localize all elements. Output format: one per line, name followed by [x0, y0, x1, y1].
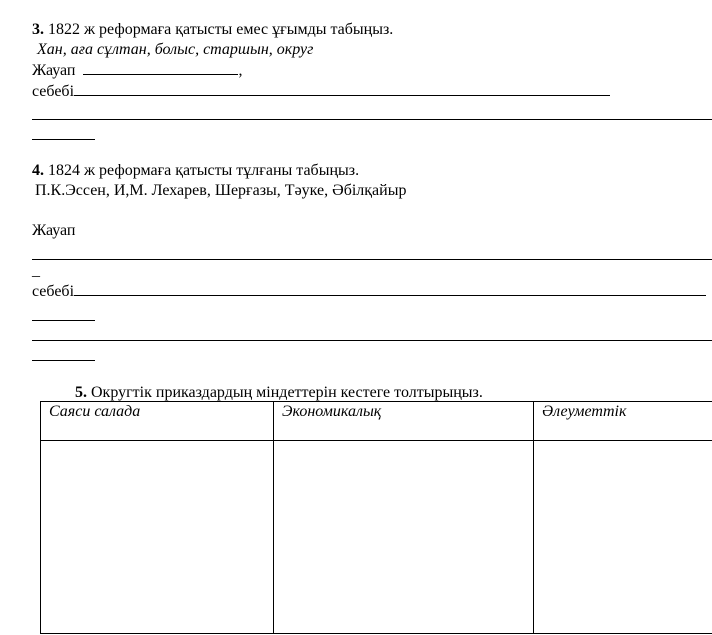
question-3-reason-line-2[interactable]	[32, 119, 712, 120]
question-4-prompt: 1824 ж реформаға қатысты тұлғаны табыңыз.	[48, 162, 360, 179]
question-3-reason-line-3[interactable]	[32, 139, 95, 140]
political-answer-cell[interactable]	[41, 441, 274, 634]
column-header-political: Саяси салада	[41, 402, 274, 441]
question-4-reason-line-3[interactable]	[32, 340, 712, 341]
duties-table	[40, 401, 712, 634]
question-4-reason-row	[32, 283, 706, 301]
duties-table-answer-row	[41, 441, 712, 634]
question-3-reason-label: себебі	[32, 83, 75, 100]
question-4-reason-line-2[interactable]	[32, 320, 95, 321]
question-4-reason-blank[interactable]	[74, 283, 706, 296]
question-5-number: 5.	[75, 384, 87, 401]
question-3-reason-blank[interactable]	[74, 83, 610, 96]
question-3-answer-label: Жауап	[32, 62, 76, 79]
question-3-answer-row	[32, 62, 242, 80]
question-3-title	[32, 21, 393, 39]
question-5-title	[75, 384, 483, 402]
question-4-number: 4.	[32, 162, 44, 179]
question-3-answer-blank[interactable]	[83, 62, 238, 75]
question-4-reason-line-4[interactable]	[32, 360, 95, 361]
column-header-social: Әлеуметтік	[534, 402, 712, 441]
question-3-options: Хан, аға сұлтан, болыс, старшын, округ	[37, 41, 314, 58]
question-5-prompt: Округтік приказдардың міндеттерін кестеге толтырыңыз.	[91, 384, 483, 401]
social-answer-cell[interactable]	[534, 441, 712, 634]
question-3-reason-row	[32, 83, 610, 101]
question-4-stray-mark: _	[32, 262, 40, 279]
question-4-answer-line[interactable]	[32, 259, 712, 260]
duties-table-header-row	[41, 402, 712, 441]
question-4-title	[32, 162, 359, 180]
column-header-economic: Экономикалық	[274, 402, 534, 441]
question-3-answer-suffix: ,	[238, 62, 243, 79]
question-3-number: 3.	[32, 21, 44, 38]
question-4-options: П.К.Эссен, И,М. Лехарев, Шерғазы, Тәуке, Әбілқайыр	[35, 182, 407, 199]
economic-answer-cell[interactable]	[274, 441, 534, 634]
question-4-answer-label: Жауап	[32, 222, 76, 239]
question-3-prompt: 1822 ж реформаға қатысты емес ұғымды табыңыз.	[48, 21, 394, 38]
question-4-reason-label: себебі	[32, 283, 75, 300]
